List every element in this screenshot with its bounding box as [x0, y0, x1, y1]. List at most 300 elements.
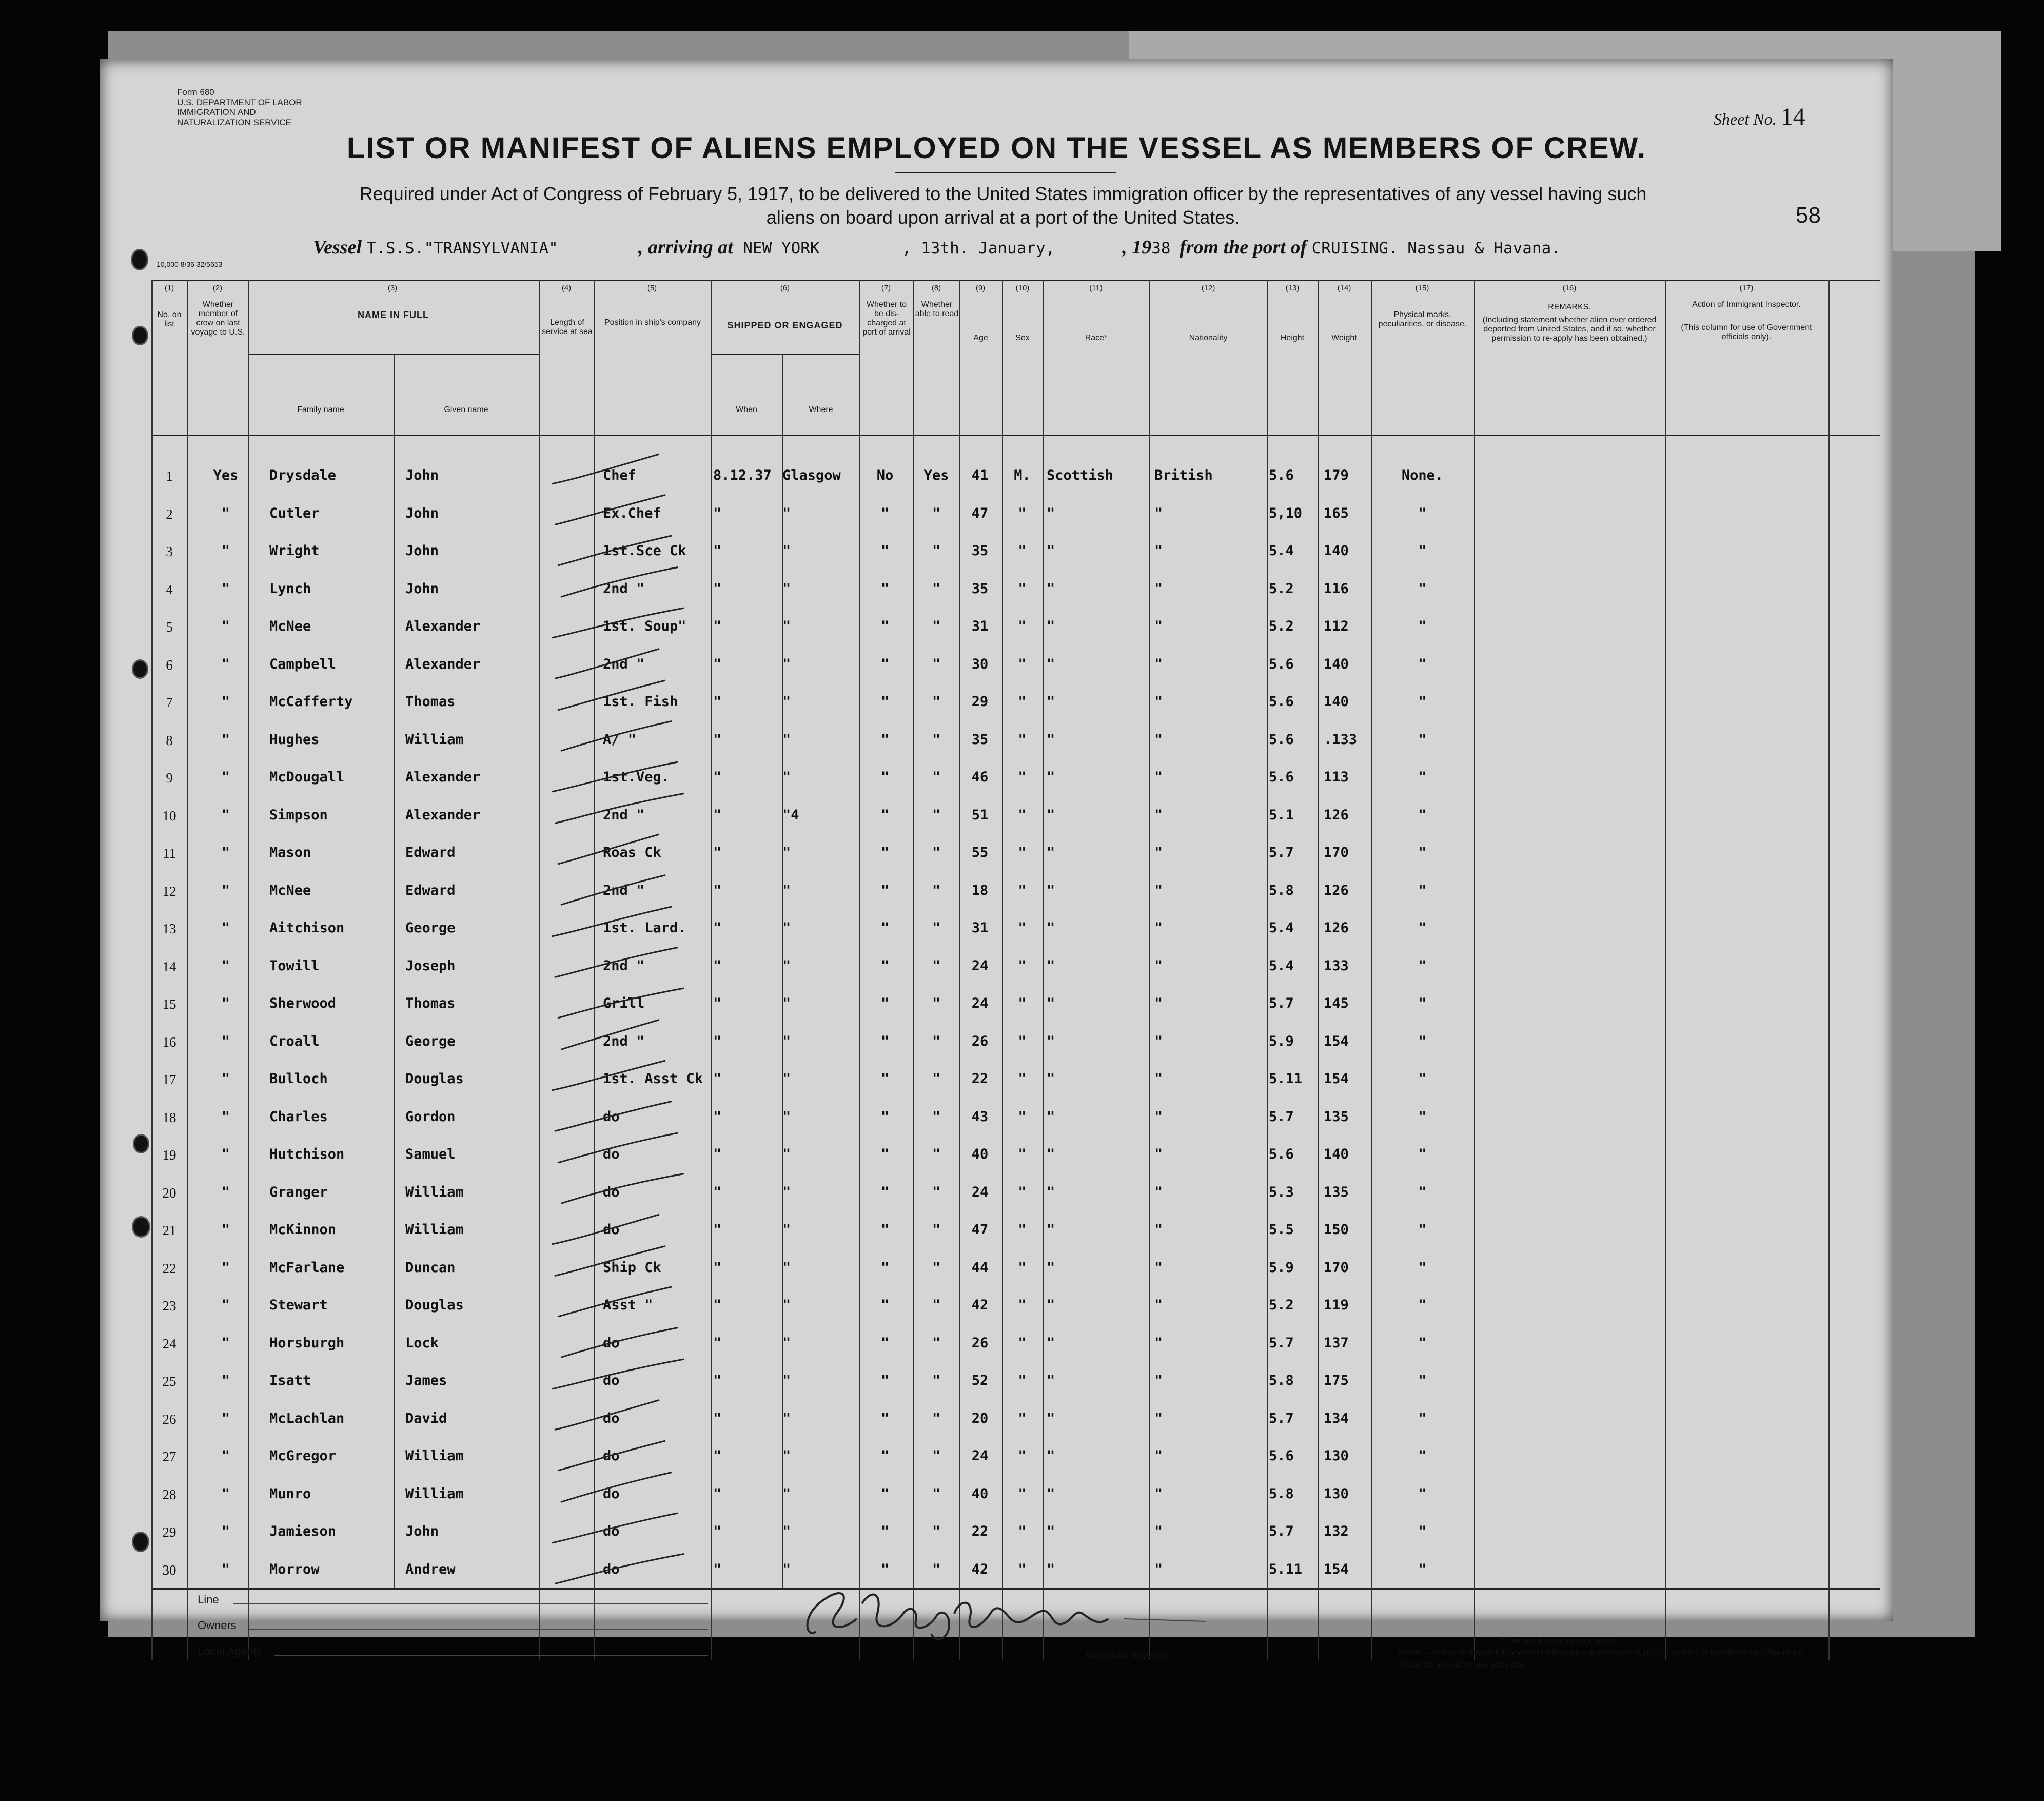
- cell-given: Duncan: [405, 1259, 456, 1276]
- cell-age: 24: [971, 1448, 989, 1464]
- cell-weight: 135: [1324, 1184, 1349, 1200]
- cell-discharged: ": [880, 1259, 890, 1276]
- cell-when: ": [713, 957, 722, 974]
- cell-race: ": [1047, 1561, 1055, 1577]
- cell-nationality: ": [1154, 845, 1163, 860]
- column-rule: [539, 280, 540, 1660]
- cell-member: ": [221, 1071, 230, 1087]
- binder-hole: [132, 1532, 149, 1552]
- cell-when: ": [713, 1184, 722, 1200]
- cell-sex: ": [1018, 1335, 1027, 1351]
- cell-marks: ": [1418, 1108, 1427, 1125]
- cell-marks: ": [1418, 731, 1427, 748]
- cell-given: John: [405, 543, 439, 559]
- cell-when: ": [713, 920, 722, 936]
- cell-when: ": [713, 882, 722, 898]
- row-number: 28: [162, 1486, 176, 1502]
- cell-discharged: ": [880, 882, 890, 898]
- cell-given: Edward: [405, 845, 456, 860]
- cell-age: 46: [971, 769, 989, 785]
- cell-family: Drysdale: [269, 467, 337, 483]
- row-number: 23: [162, 1298, 176, 1314]
- cell-when: ": [713, 1259, 722, 1276]
- shipped-subheader-rule: [711, 354, 859, 355]
- cell-member: ": [221, 1523, 230, 1539]
- cell-position: 1st. Fish: [603, 694, 678, 710]
- cell-height: 5.5: [1269, 1222, 1294, 1238]
- cell-given: William: [405, 1448, 464, 1464]
- check-mark: [558, 1441, 665, 1471]
- cell-race: ": [1047, 1184, 1055, 1200]
- title-rule: [895, 172, 1116, 173]
- cell-where: "4: [782, 807, 799, 823]
- cell-when: ": [713, 845, 722, 860]
- cell-sex: ": [1018, 731, 1027, 748]
- cell-when: ": [713, 1108, 722, 1125]
- check-mark: [555, 794, 684, 824]
- cell-read: ": [932, 995, 941, 1011]
- cell-given: George: [405, 1033, 456, 1049]
- column-number: (14): [1337, 284, 1351, 292]
- cell-given: Samuel: [405, 1146, 456, 1162]
- cell-position: 2nd ": [603, 656, 645, 672]
- cell-given: Alexander: [405, 618, 481, 634]
- cell-marks: ": [1418, 882, 1427, 898]
- cell-given: William: [405, 1184, 464, 1200]
- cell-given: John: [405, 505, 439, 521]
- cell-height: 5.7: [1269, 995, 1294, 1011]
- cell-read: ": [932, 543, 941, 559]
- cell-race: ": [1047, 731, 1055, 748]
- cell-sex: ": [1018, 845, 1027, 860]
- cell-discharged: ": [880, 1297, 890, 1313]
- cell-nationality: ": [1154, 1373, 1163, 1388]
- owners-label: Owners: [198, 1619, 237, 1632]
- cell-given: James: [405, 1373, 447, 1388]
- cell-read: ": [932, 1485, 941, 1502]
- cell-given: John: [405, 467, 439, 483]
- cell-height: 5.1: [1269, 807, 1294, 823]
- cell-where: ": [782, 1335, 791, 1351]
- cell-nationality: ": [1154, 1561, 1163, 1577]
- cell-height: 5.7: [1269, 1523, 1294, 1539]
- cell-read: ": [932, 505, 941, 521]
- cell-read: Yes: [923, 467, 949, 483]
- cell-position: do: [603, 1410, 620, 1426]
- cell-nationality: ": [1154, 694, 1163, 710]
- column-header-discharged: Whether to be dis-charged at port of arrival: [862, 300, 911, 337]
- cell-age: 51: [971, 807, 989, 823]
- column-rule: [913, 280, 914, 1660]
- cell-sex: ": [1018, 656, 1027, 672]
- column-number: (5): [647, 284, 657, 292]
- cell-position: Asst ": [603, 1297, 653, 1313]
- cell-age: 31: [971, 618, 989, 634]
- cell-race: ": [1047, 694, 1055, 710]
- cell-nationality: ": [1154, 1222, 1163, 1238]
- cell-marks: ": [1418, 1146, 1427, 1162]
- cell-where: ": [782, 1259, 791, 1276]
- cell-position: 2nd ": [603, 1033, 645, 1049]
- column-header-able-to-read: Whether able to read: [915, 300, 959, 318]
- cell-member: ": [221, 882, 230, 898]
- inspector-caption: Immigrant Inspector.: [1085, 1650, 1171, 1661]
- cell-nationality: ": [1154, 807, 1163, 823]
- cell-race: ": [1047, 543, 1055, 559]
- cell-age: 47: [971, 1222, 989, 1238]
- cell-sex: ": [1018, 769, 1027, 785]
- cell-marks: ": [1418, 1184, 1427, 1200]
- cell-read: ": [932, 1523, 941, 1539]
- cell-family: Horsburgh: [269, 1335, 345, 1351]
- cell-weight: 140: [1324, 543, 1349, 559]
- cell-family: McKinnon: [269, 1222, 337, 1238]
- cell-when: ": [713, 618, 722, 634]
- cell-race: ": [1047, 1071, 1055, 1087]
- cell-marks: ": [1418, 1297, 1427, 1313]
- cell-read: ": [932, 845, 941, 860]
- cell-marks: ": [1418, 957, 1427, 974]
- cell-family: Hughes: [269, 731, 320, 748]
- check-mark: [552, 1513, 678, 1543]
- row-number: 24: [162, 1336, 176, 1352]
- row-number: 16: [162, 1034, 176, 1050]
- cell-when: ": [713, 1222, 722, 1238]
- cell-discharged: ": [880, 807, 890, 823]
- column-number: (16): [1562, 284, 1577, 292]
- cell-where: ": [782, 656, 791, 672]
- cell-height: 5.4: [1269, 957, 1294, 974]
- cell-position: do: [603, 1146, 620, 1162]
- cell-read: ": [932, 1222, 941, 1238]
- column-header-family-name: Family name: [297, 405, 344, 414]
- subcolumn-rule: [394, 354, 395, 1588]
- column-header-weight: Weight: [1331, 334, 1357, 342]
- cell-marks: ": [1418, 769, 1427, 785]
- cell-member: ": [221, 995, 230, 1011]
- cell-member: ": [221, 1410, 230, 1426]
- cell-age: 29: [971, 694, 989, 710]
- cell-position: 1st. Asst Ck: [603, 1071, 703, 1087]
- cell-where: ": [782, 1561, 791, 1577]
- vessel-line: Vessel T.S.S."TRANSYLVANIA" , arriving at NEW YORK , 13th. January, , 1938 from the port of CRUISING. Nassau & Havana.: [313, 237, 1561, 258]
- row-number: 3: [166, 544, 173, 559]
- column-number: (11): [1089, 284, 1103, 292]
- owners-rule: [249, 1629, 708, 1630]
- cell-discharged: ": [880, 1033, 890, 1049]
- cell-sex: ": [1018, 1448, 1027, 1464]
- cell-position: 2nd ": [603, 957, 645, 974]
- cell-discharged: ": [880, 1561, 890, 1577]
- cell-given: David: [405, 1410, 447, 1426]
- cell-read: ": [932, 694, 941, 710]
- cell-weight: .133: [1324, 731, 1358, 748]
- cell-where: ": [782, 882, 791, 898]
- cell-discharged: ": [880, 920, 890, 936]
- cell-where: ": [782, 957, 791, 974]
- cell-sex: ": [1018, 882, 1027, 898]
- cell-age: 24: [971, 995, 989, 1011]
- cell-position: Ship Ck: [603, 1259, 661, 1276]
- column-header-position: Position in ship's company: [604, 318, 701, 327]
- check-mark: [561, 1328, 678, 1358]
- cell-discharged: ": [880, 656, 890, 672]
- print-code: 10,000 8/36 32/5653: [156, 260, 223, 268]
- cell-weight: 137: [1324, 1335, 1349, 1351]
- cell-discharged: ": [880, 1523, 890, 1539]
- cell-where: ": [782, 1523, 791, 1539]
- cell-family: McNee: [269, 882, 311, 898]
- cell-age: 41: [971, 467, 989, 483]
- cell-given: William: [405, 1222, 464, 1238]
- cell-sex: ": [1018, 618, 1027, 634]
- cell-nationality: ": [1154, 1297, 1163, 1313]
- cell-nationality: ": [1154, 1410, 1163, 1426]
- cell-position: Chef: [603, 467, 637, 483]
- footer-note: * See list of races on back hereof. NOTE.—Failure to furnish full or correct information in columns (3), (6), (7), and (8), is punishable by a fine of ten dollars for each alien. See other side.: [1398, 1635, 1803, 1670]
- cell-marks: ": [1418, 1033, 1427, 1049]
- cell-read: ": [932, 882, 941, 898]
- cell-marks: None.: [1401, 467, 1444, 483]
- row-number: 19: [162, 1147, 176, 1163]
- check-mark: [555, 1246, 665, 1276]
- cell-position: 1st.Veg.: [603, 769, 670, 785]
- cell-weight: 112: [1324, 618, 1349, 634]
- row-number: 4: [166, 581, 173, 597]
- cell-position: do: [603, 1448, 620, 1464]
- row-number: 5: [166, 619, 173, 635]
- cell-nationality: ": [1154, 769, 1163, 785]
- cell-when: ": [713, 1448, 722, 1464]
- check-mark: [561, 1020, 659, 1050]
- cell-sex: ": [1018, 1523, 1027, 1539]
- cell-weight: 150: [1324, 1222, 1349, 1238]
- cell-where: ": [782, 1071, 791, 1087]
- cell-family: Stewart: [269, 1297, 328, 1313]
- cell-position: do: [603, 1335, 620, 1351]
- cell-marks: ": [1418, 543, 1427, 559]
- cell-family: Croall: [269, 1033, 320, 1049]
- cell-marks: ": [1418, 1335, 1427, 1351]
- cell-position: do: [603, 1561, 620, 1577]
- cell-age: 31: [971, 920, 989, 936]
- cell-height: 5.2: [1269, 580, 1294, 597]
- column-header-sex: Sex: [1015, 334, 1030, 342]
- cell-when: ": [713, 1410, 722, 1426]
- column-rule: [1267, 280, 1268, 1660]
- cell-discharged: ": [880, 769, 890, 785]
- cell-age: 20: [971, 1410, 989, 1426]
- cell-sex: ": [1018, 1485, 1027, 1502]
- cell-discharged: ": [880, 1071, 890, 1087]
- cell-family: Jamieson: [269, 1523, 337, 1539]
- cell-nationality: ": [1154, 1184, 1163, 1200]
- cell-where: Glasgow: [782, 467, 841, 483]
- document-subtitle: Required under Act of Congress of February 5, 1917, to be delivered to the United States immigration officer by the representatives of any vessel having such aliens on board upon arrival at a port of the United States.: [359, 183, 1647, 228]
- cell-discharged: ": [880, 1448, 890, 1464]
- cell-age: 35: [971, 580, 989, 597]
- cell-race: ": [1047, 1297, 1055, 1313]
- cell-read: ": [932, 1071, 941, 1087]
- cell-where: ": [782, 1108, 791, 1125]
- check-mark: [552, 1359, 684, 1389]
- cell-marks: ": [1418, 1259, 1427, 1276]
- check-mark: [552, 608, 684, 638]
- cell-marks: ": [1418, 580, 1427, 597]
- cell-given: Andrew: [405, 1561, 456, 1577]
- check-mark: [558, 536, 672, 565]
- cell-where: ": [782, 769, 791, 785]
- row-number: 7: [166, 695, 173, 710]
- cell-when: ": [713, 694, 722, 710]
- cell-sex: ": [1018, 1373, 1027, 1388]
- cell-nationality: ": [1154, 920, 1163, 936]
- cell-read: ": [932, 957, 941, 974]
- cell-height: 5.4: [1269, 543, 1294, 559]
- cell-family: Wright: [269, 543, 320, 559]
- check-mark: [561, 721, 672, 751]
- row-number: 30: [162, 1562, 176, 1578]
- cell-marks: ": [1418, 1523, 1427, 1539]
- cell-member: ": [221, 1297, 230, 1313]
- cell-where: ": [782, 580, 791, 597]
- cell-member: ": [221, 1448, 230, 1464]
- column-header-height: Height: [1280, 334, 1305, 342]
- cell-position: 2nd ": [603, 807, 645, 823]
- cell-read: ": [932, 656, 941, 672]
- cell-when: ": [713, 1561, 722, 1577]
- cell-when: ": [713, 1335, 722, 1351]
- cell-position: 1st. Lard.: [603, 920, 686, 936]
- cell-read: ": [932, 1297, 941, 1313]
- row-number: 6: [166, 657, 173, 673]
- cell-height: 5.6: [1269, 694, 1294, 710]
- cell-member: ": [221, 845, 230, 860]
- cell-sex: ": [1018, 995, 1027, 1011]
- cell-discharged: ": [880, 618, 890, 634]
- row-number: 12: [162, 883, 176, 899]
- cell-nationality: ": [1154, 505, 1163, 521]
- column-header-shipped-engaged: SHIPPED OR ENGAGED: [727, 320, 843, 330]
- cell-marks: ": [1418, 1222, 1427, 1238]
- cell-age: 40: [971, 1485, 989, 1502]
- column-number: (2): [212, 284, 223, 292]
- cell-family: Lynch: [269, 580, 311, 597]
- cell-marks: ": [1418, 920, 1427, 936]
- page-number: 58: [1796, 203, 1821, 228]
- cell-family: McLachlan: [269, 1410, 345, 1426]
- cell-family: Hutchison: [269, 1146, 345, 1162]
- cell-member: Yes: [213, 467, 239, 483]
- cell-position: 2nd ": [603, 580, 645, 597]
- cell-read: ": [932, 618, 941, 634]
- cell-sex: M.: [1014, 467, 1031, 483]
- row-number: 27: [162, 1449, 176, 1464]
- check-mark: [552, 762, 678, 792]
- cell-height: 5.7: [1269, 1335, 1294, 1351]
- line-label: Line: [198, 1593, 219, 1606]
- cell-marks: ": [1418, 1448, 1427, 1464]
- column-rule: [1371, 280, 1372, 1660]
- cell-nationality: ": [1154, 882, 1163, 898]
- cell-member: ": [221, 656, 230, 672]
- cell-height: 5.6: [1269, 1146, 1294, 1162]
- cell-age: 26: [971, 1335, 989, 1351]
- check-mark: [558, 834, 659, 864]
- row-number: 2: [166, 506, 173, 522]
- cell-position: 1st. Soup": [603, 618, 686, 634]
- cell-weight: 126: [1324, 807, 1349, 823]
- cell-given: Lock: [405, 1335, 439, 1351]
- column-header-action-title: Action of Immigrant Inspector.: [1692, 300, 1801, 309]
- cell-height: 5.8: [1269, 1485, 1294, 1502]
- cell-height: 5.2: [1269, 1297, 1294, 1313]
- cell-weight: 145: [1324, 995, 1349, 1011]
- cell-given: William: [405, 731, 464, 748]
- cell-height: 5.3: [1269, 1184, 1294, 1200]
- cell-where: ": [782, 1448, 791, 1464]
- column-number: (3): [387, 284, 398, 292]
- cell-read: ": [932, 920, 941, 936]
- cell-position: Ex.Chef: [603, 505, 661, 521]
- cell-age: 47: [971, 505, 989, 521]
- cell-height: 5.8: [1269, 882, 1294, 898]
- cell-height: 5.6: [1269, 656, 1294, 672]
- cell-discharged: ": [880, 995, 890, 1011]
- column-number: (8): [931, 284, 941, 292]
- row-number: 1: [166, 468, 173, 484]
- row-number: 8: [166, 732, 173, 748]
- cell-read: ": [932, 1184, 941, 1200]
- cell-given: Joseph: [405, 957, 456, 974]
- cell-position: do: [603, 1222, 620, 1238]
- cell-marks: ": [1418, 618, 1427, 634]
- cell-marks: ": [1418, 1071, 1427, 1087]
- cell-nationality: ": [1154, 1033, 1163, 1049]
- cell-when: ": [713, 731, 722, 748]
- cell-family: Sherwood: [269, 995, 337, 1011]
- cell-age: 35: [971, 731, 989, 748]
- check-mark: [552, 1215, 659, 1244]
- cell-member: ": [221, 1108, 230, 1125]
- cell-race: ": [1047, 1485, 1055, 1502]
- column-number: (4): [561, 284, 572, 292]
- cell-height: 5.8: [1269, 1373, 1294, 1388]
- cell-nationality: ": [1154, 1485, 1163, 1502]
- cell-when: ": [713, 807, 722, 823]
- cell-when: ": [713, 505, 722, 521]
- cell-height: 5.7: [1269, 1410, 1294, 1426]
- cell-position: Grill: [603, 995, 645, 1011]
- cell-family: Munro: [269, 1485, 311, 1502]
- cell-given: Douglas: [405, 1071, 464, 1087]
- row-number: 20: [162, 1185, 176, 1201]
- cell-sex: ": [1018, 1146, 1027, 1162]
- cell-given: Alexander: [405, 656, 481, 672]
- cell-weight: 140: [1324, 1146, 1349, 1162]
- column-header-no-on-list: No. on list: [157, 310, 182, 328]
- cell-read: ": [932, 1108, 941, 1125]
- cell-where: ": [782, 694, 791, 710]
- cell-family: Bulloch: [269, 1071, 328, 1087]
- cell-race: ": [1047, 882, 1055, 898]
- vessel-name: T.S.S."TRANSYLVANIA": [366, 239, 558, 258]
- cell-discharged: ": [880, 543, 890, 559]
- cell-weight: 154: [1324, 1033, 1349, 1049]
- cell-family: Aitchison: [269, 920, 345, 936]
- check-mark: [555, 1554, 684, 1584]
- cell-age: 52: [971, 1373, 989, 1388]
